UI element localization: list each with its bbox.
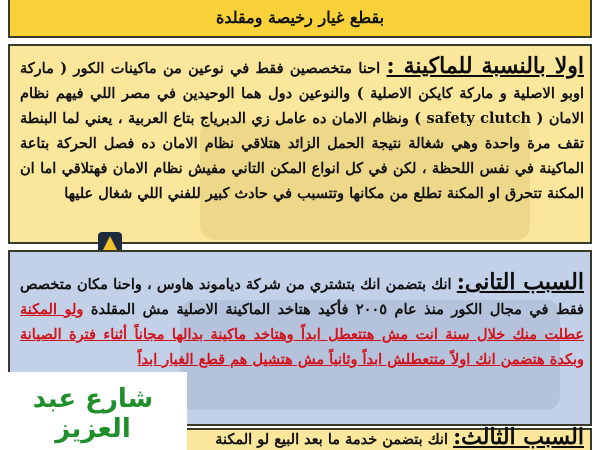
section-2-red-text: ولو المكنة عطلت منك خلال سنة انت مش هتتعطل ابداً وهتاخد ماكينة بدالها مجاناً أثناء فترة الصيانة وبكدة هتضمن انك اولاً متتعطلش ابداً وثانياً مش هتشيل هم قطع الغيار ابداً — [20, 301, 584, 368]
section-1-heading: اولا بالنسبة للماكينة : — [386, 53, 584, 79]
section-1-paragraph — [20, 54, 584, 206]
section-1-text-b: ) ونظام الامان ده عامل زي الدبرياج بتاع العربية ، يعني لما البنطة تقف مرة واحدة وهي شغالة نتيجة الحمل الزائد هتلاقي نظام الامان ده فصل الحركة بتاعة الماكينة في نفس اللحظة ، لكن في كل انواع المكن التاني مفيش نظام الامان فهتلاقي اما ان المكنة تتحرق او المكنة تطلع من مكانها وتتسبب في حادث كبير للفني اللي شغال عليها — [20, 110, 584, 202]
section-2-heading: السبب التانى: — [456, 269, 584, 295]
section-3-text: انك بتضمن خدمة ما بعد البيع لو المكنة — [215, 431, 448, 448]
banner-text: بقطع غيار رخيصة ومقلدة — [215, 8, 385, 27]
location-overlay-text: شارع عبد العزيز — [32, 384, 154, 444]
section-2-paragraph — [20, 270, 584, 372]
section-2-text: انك بتضمن انك بتشتري من شركة دياموند هاوس ، واحنا مكان متخصص فقط في مجال الكور منذ عام ٢٠٠٥ فأكيد هتاخد الماكينة الاصلية مش المقلدة — [20, 276, 584, 318]
section-1-latin-term: safety clutch — [426, 110, 532, 127]
section-1-text-a: احنا متخصصين فقط في نوعين من ماكينات الكور ( ماركة اوبو الاصلية و ماركة كايكن الاصلية ) والنوعين دول هما الوحيدين في مصر اللي فيهم نظام الامان ( — [20, 60, 584, 127]
section-3-heading: السبب الثالث: — [453, 424, 584, 450]
